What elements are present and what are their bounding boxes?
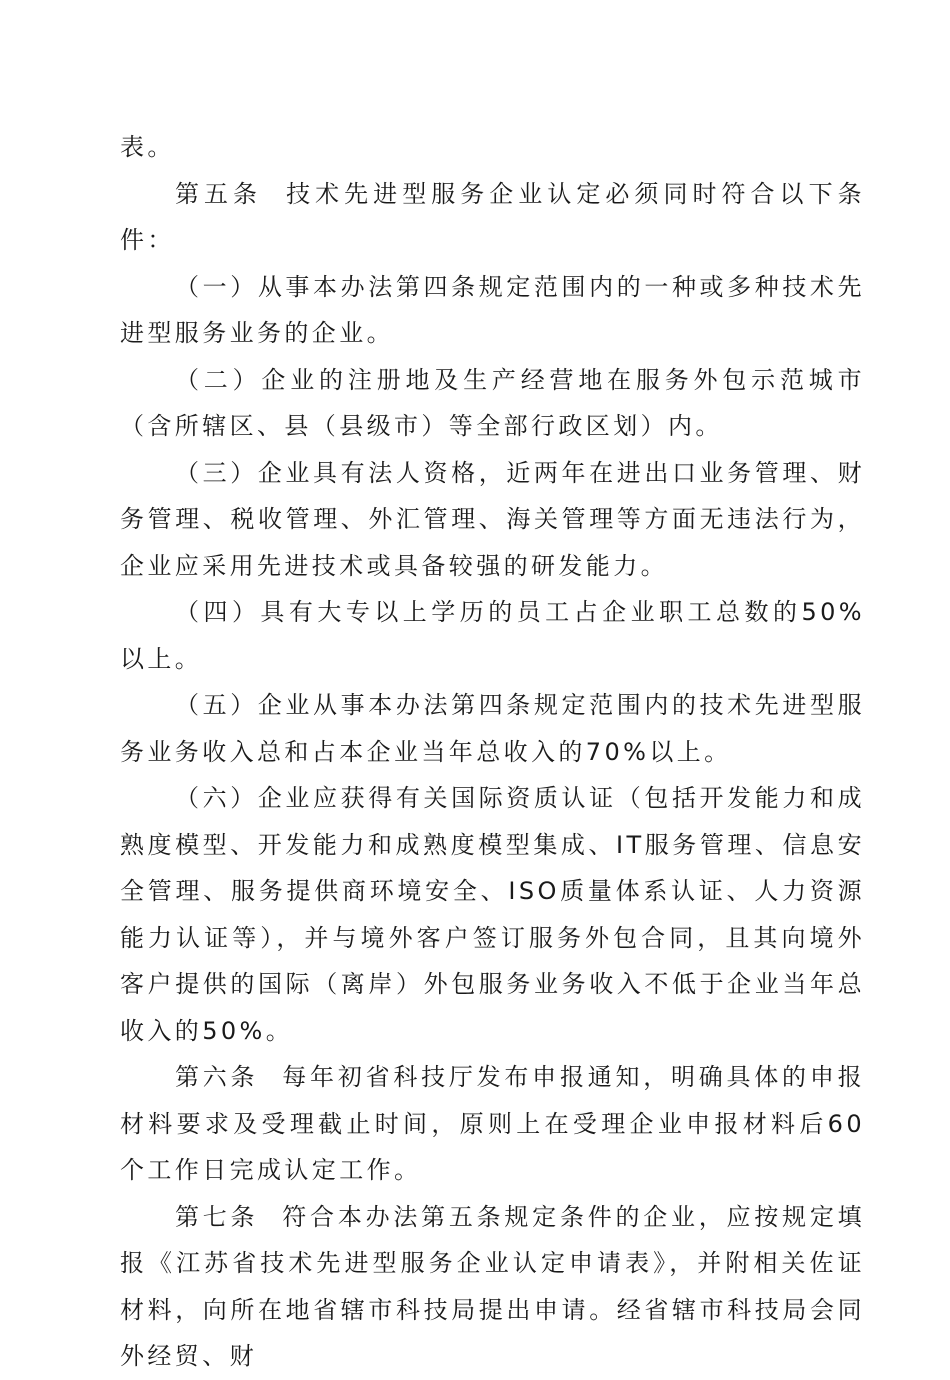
article-6-text: 每年初省科技厅发布申报通知，明确具体的申报材料要求及受理截止时间，原则上在受理企业申报材料后60个工作日完成认定工作。 — [120, 1063, 865, 1184]
article-5-item-3: （三）企业具有法人资格，近两年在进出口业务管理、财务管理、税收管理、外汇管理、海关管理等方面无违法行为，企业应采用先进技术或具备较强的研发能力。 — [120, 458, 865, 580]
article-6-heading: 第六条 — [175, 1063, 259, 1091]
article-5-item-5: （五）企业从事本办法第四条规定范围内的技术先进型服务业务收入总和占本企业当年总收入的70%以上。 — [120, 691, 865, 766]
article-7-paragraph — [120, 1194, 865, 1380]
article-6-paragraph — [120, 1054, 865, 1194]
article-5-item-6: （六）企业应获得有关国际资质认证（包括开发能力和成熟度模型、开发能力和成熟度模型集成、IT服务管理、信息安全管理、服务提供商环境安全、ISO质量体系认证、人力资源能力认证等），并与境外客户签订服务外包合同，且其向境外客户提供的国际（离岸）外包服务业务收入不低于企业当年总收入的50%。 — [120, 784, 865, 1045]
document-body — [120, 124, 865, 1380]
article-7-text: 符合本办法第五条规定条件的企业，应按规定填报《江苏省技术先进型服务企业认定申请表》，并附相关佐证材料，向所在地省辖市科技局提出申请。经省辖市科技局会同外经贸、财 — [120, 1202, 865, 1370]
article-5-item-1: （一）从事本办法第四条规定范围内的一种或多种技术先进型服务业务的企业。 — [120, 272, 865, 347]
article-7-heading: 第七条 — [175, 1202, 259, 1231]
article-5-heading: 第五条 — [175, 179, 263, 208]
continuation-text: 表。 — [120, 133, 175, 161]
continuation-line — [120, 124, 865, 171]
article-5-intro: 技术先进型服务企业认定必须同时符合以下条件： — [120, 179, 866, 254]
article-5-item-4: （四）具有大专以上学历的员工占企业职工总数的50%以上。 — [120, 598, 865, 673]
article-5-paragraph — [120, 171, 865, 264]
article-5-item-2: （二）企业的注册地及生产经营地在服务外包示范城市（含所辖区、县（县级市）等全部行政区划）内。 — [120, 365, 865, 440]
